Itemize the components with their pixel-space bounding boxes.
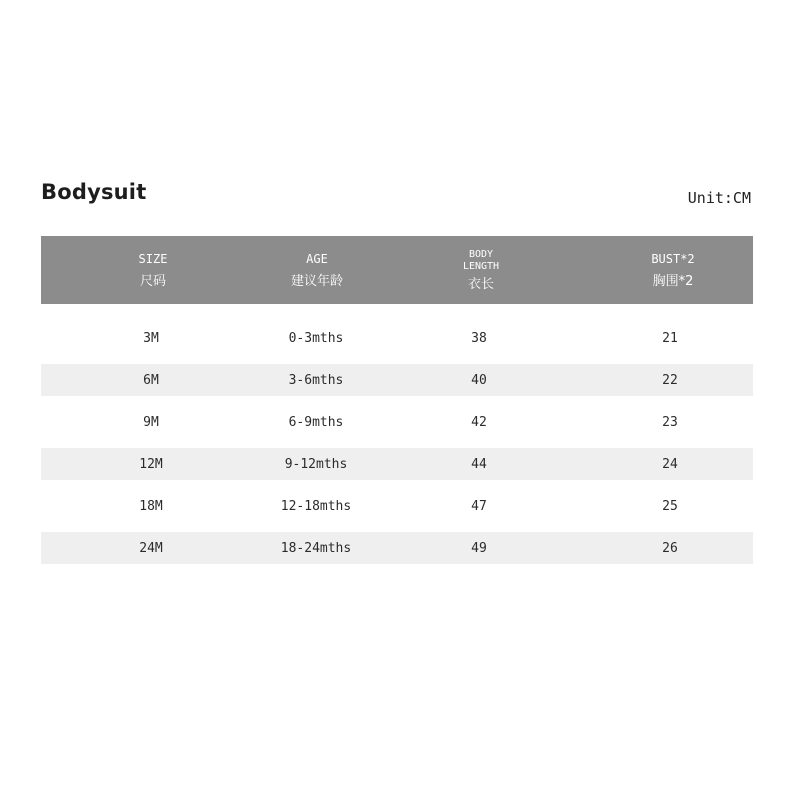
header-age <box>265 236 369 304</box>
cell-bust: 26 <box>662 540 678 556</box>
header-size <box>41 236 265 304</box>
table-row <box>41 322 753 354</box>
header-bust <box>593 236 753 304</box>
cell-bust: 21 <box>662 330 678 346</box>
table-row <box>41 448 753 480</box>
cell-length: 38 <box>471 330 487 346</box>
header-size-en: SIZE <box>138 251 168 266</box>
cell-bust: 25 <box>662 498 678 514</box>
table-row <box>41 532 753 564</box>
table-row <box>41 490 753 522</box>
cell-bust: 22 <box>662 372 678 388</box>
header-bust-en: BUST*2 <box>651 251 695 266</box>
header-age-en: AGE <box>306 251 328 266</box>
table-row <box>41 406 753 438</box>
table-body <box>41 322 753 564</box>
header-bust-zh: 胸围*2 <box>652 273 694 289</box>
cell-bust: 23 <box>662 414 678 430</box>
header-length-en-2: LENGTH <box>462 260 500 272</box>
cell-size: 6M <box>143 372 159 388</box>
cell-age: 6-9mths <box>288 414 344 430</box>
table-header <box>41 236 753 304</box>
cell-size: 12M <box>139 456 163 472</box>
header-age-zh: 建议年龄 <box>290 273 343 289</box>
unit-label: Unit:CM <box>687 189 751 207</box>
cell-length: 40 <box>471 372 487 388</box>
cell-length: 49 <box>471 540 487 556</box>
cell-size: 3M <box>143 330 159 346</box>
page-title: Bodysuit <box>41 180 147 204</box>
cell-length: 47 <box>471 498 487 514</box>
header-length-zh: 衣长 <box>467 276 494 292</box>
cell-age: 18-24mths <box>280 540 352 556</box>
size-chart-table <box>41 236 753 574</box>
cell-age: 9-12mths <box>284 456 348 472</box>
header-length-en-1: BODY <box>468 248 494 260</box>
cell-size: 18M <box>139 498 163 514</box>
header-length <box>369 236 593 304</box>
cell-age: 12-18mths <box>280 498 352 514</box>
cell-bust: 24 <box>662 456 678 472</box>
cell-length: 44 <box>471 456 487 472</box>
table-row <box>41 364 753 396</box>
cell-size: 9M <box>143 414 159 430</box>
header-size-zh: 尺码 <box>139 273 166 289</box>
cell-age: 0-3mths <box>288 330 344 346</box>
cell-size: 24M <box>139 540 163 556</box>
cell-age: 3-6mths <box>288 372 344 388</box>
cell-length: 42 <box>471 414 487 430</box>
